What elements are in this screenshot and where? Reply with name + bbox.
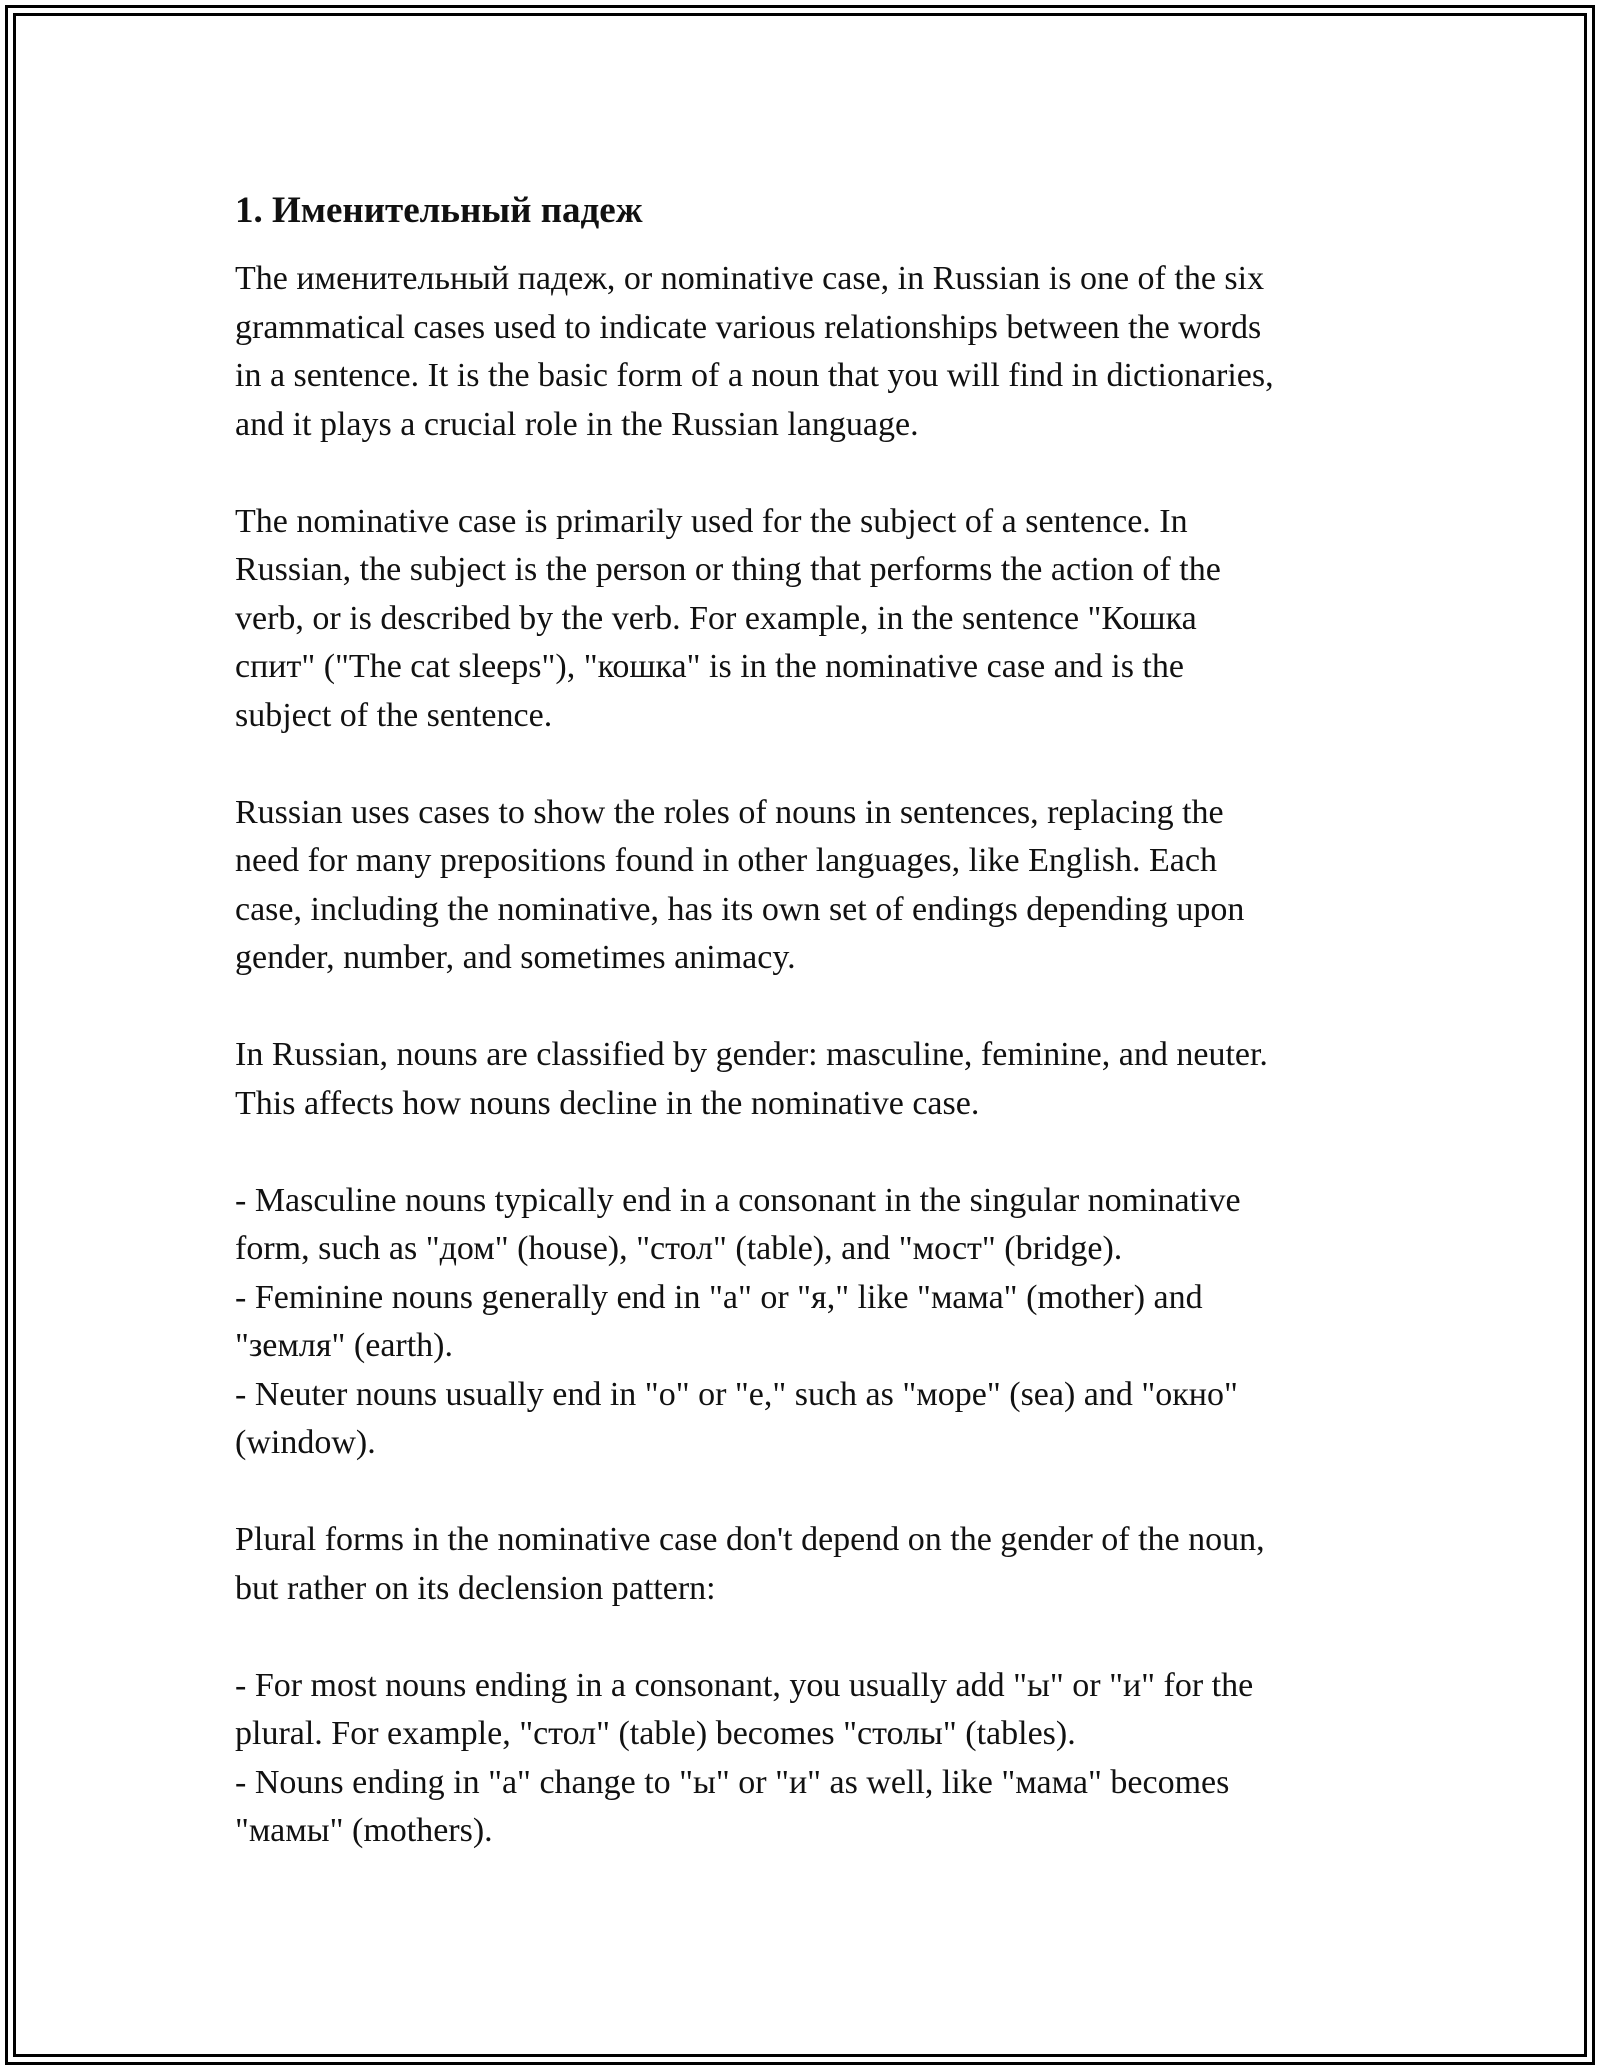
- text-line: grammatical cases used to indicate various relationships between the words: [235, 308, 1262, 346]
- list-item-line: - Nouns ending in "а" change to "ы" or "и" as well, like "мама" becomes: [235, 1763, 1230, 1801]
- text-line: subject of the sentence.: [235, 696, 553, 734]
- text-line: in a sentence. It is the basic form of a noun that you will find in dictionaries,: [235, 357, 1274, 394]
- list-item-line: - For most nouns ending in a consonant, you usually add "ы" or "и" for the: [235, 1666, 1254, 1704]
- list-item-line: plural. For example, "стол" (table) becomes "столы" (tables).: [235, 1715, 1076, 1752]
- list-gender-endings: [235, 1177, 1375, 1468]
- list-item-line: "земля" (earth).: [235, 1327, 453, 1364]
- list-item-line: form, such as "дом" (house), "стол" (table), and "мост" (bridge).: [235, 1230, 1123, 1267]
- text-line: The nominative case is primarily used for the subject of a sentence. In: [235, 502, 1188, 540]
- text-line: Russian, the subject is the person or thing that performs the action of the: [235, 551, 1221, 588]
- text-line: case, including the nominative, has its own set of endings depending upon: [235, 890, 1245, 928]
- text-line: but rather on its declension pattern:: [235, 1569, 716, 1607]
- list-plural-rules: [235, 1662, 1375, 1856]
- text-line: This affects how nouns decline in the nominative case.: [235, 1084, 980, 1122]
- text-line: In Russian, nouns are classified by gender: masculine, feminine, and neuter.: [235, 1036, 1268, 1073]
- text-line: verb, or is described by the verb. For example, in the sentence "Кошка: [235, 599, 1197, 637]
- list-item-line: "мамы" (mothers).: [235, 1812, 493, 1849]
- paragraph-subject-usage: [235, 498, 1375, 741]
- text-line: and it plays a crucial role in the Russian language.: [235, 405, 919, 443]
- text-line: Russian uses cases to show the roles of nouns in sentences, replacing the: [235, 793, 1224, 831]
- list-item-line: - Feminine nouns generally end in "а" or "я," like "мама" (mother) and: [235, 1278, 1203, 1316]
- paragraph-plural: [235, 1516, 1375, 1613]
- list-item-line: (window).: [235, 1424, 376, 1461]
- list-item-line: - Masculine nouns typically end in a consonant in the singular nominative: [235, 1181, 1241, 1219]
- text-line: The именительный падеж, or nominative case, in Russian is one of the six: [235, 260, 1265, 297]
- paragraph-gender: [235, 1031, 1375, 1128]
- text-line: gender, number, and sometimes animacy.: [235, 939, 796, 976]
- list-item-line: - Neuter nouns usually end in "о" or "е," such as "море" (sea) and "окно": [235, 1375, 1238, 1413]
- text-line: спит" ("The cat sleeps"), "кошка" is in the nominative case and is the: [235, 648, 1184, 685]
- document-body: [235, 185, 1375, 1904]
- paragraph-case-roles: [235, 789, 1375, 983]
- text-line: need for many prepositions found in other languages, like English. Each: [235, 842, 1217, 879]
- text-line: Plural forms in the nominative case don't depend on the gender of the noun,: [235, 1521, 1265, 1558]
- paragraph-intro: [235, 255, 1375, 449]
- section-heading: 1. Именительный падеж: [235, 190, 643, 231]
